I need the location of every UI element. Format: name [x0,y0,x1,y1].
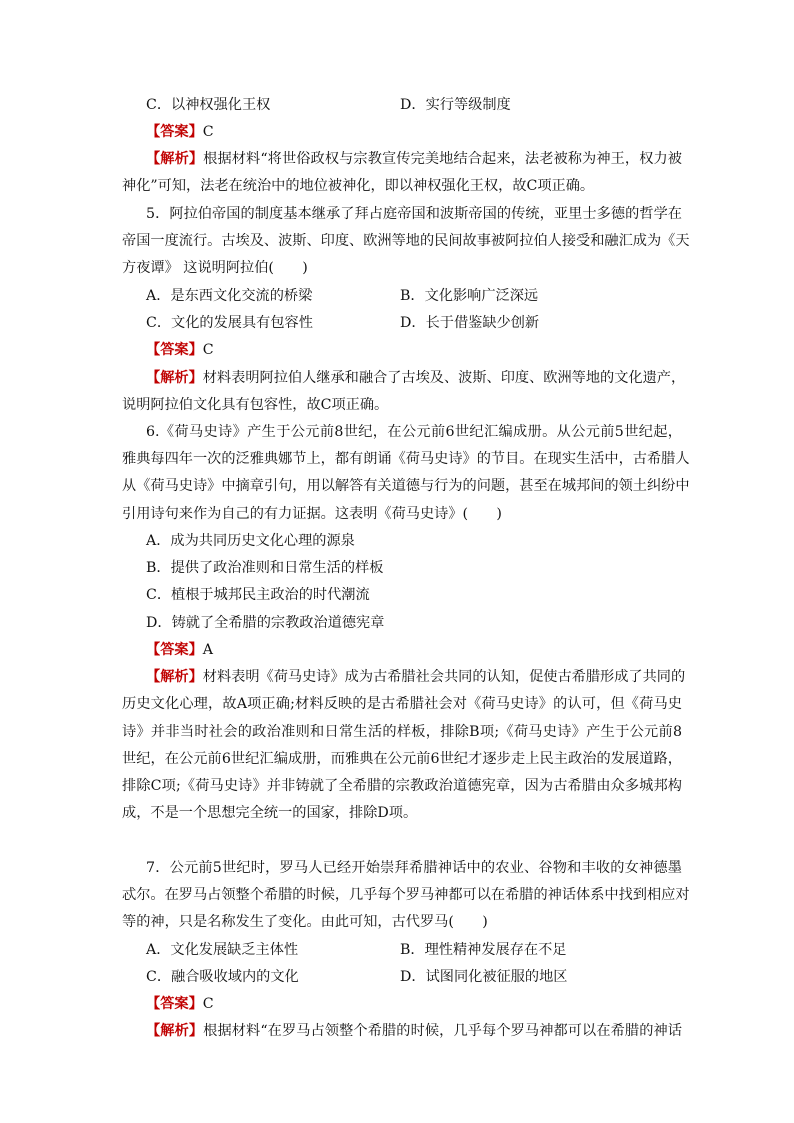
option-c: C．以神权强化王权 [146,97,271,113]
q6-analysis-line-2: 历史文化心理，故A项正确;材料反映的是古希腊社会对《荷马史诗》的认可，但《荷马史 [122,696,682,712]
q5-stem-line-3: 方夜谭》 这说明阿拉伯( ) [122,260,308,276]
q7-option-c: C．融合吸收域内的文化 [146,969,299,985]
q6-stem-line-2: 雅典每四年一次的泛雅典娜节上，都有朗诵《荷马史诗》的节目。在现实生活中，古希腊人 [122,451,690,467]
q6-analysis-line-5: 排除C项;《荷马史诗》并非铸就了全希腊的宗教政治道德宪章，因为古希腊由众多城邦构 [122,778,682,794]
prev-question-options [146,95,706,115]
q5-option-d: D．长于借鉴缺少创新 [400,315,540,331]
q7-option-d: D．试图同化被征服的地区 [400,969,568,985]
answer-label: 【答案】 [146,124,203,140]
q5-option-c: C．文化的发展具有包容性 [146,315,313,331]
analysis-label: 【解析】 [146,669,203,685]
prev-analysis-line-1: 【解析】根据材料“将世俗政权与宗教宣传完美地结合起来，法老被称为神王，权力被 [146,151,682,167]
answer-label: 【答案】 [146,996,203,1012]
prev-analysis-line-2: 神化”可知，法老在统治中的地位被神化，即以神权强化王权，故C项正确。 [122,178,595,194]
answer-value: C [202,996,214,1012]
q6-analysis-line-1: 【解析】材料表明《荷马史诗》成为古希腊社会共同的认知，促使古希腊形成了共同的 [146,669,686,685]
q6-option-c: C．植根于城邦民主政治的时代潮流 [146,587,370,603]
q5-analysis-line-2: 说明阿拉伯文化具有包容性，故C项正确。 [122,397,389,413]
q5-option-b: B．文化影响广泛深远 [400,288,539,304]
answer-label: 【答案】 [146,342,203,358]
analysis-label: 【解析】 [146,370,203,386]
analysis-label: 【解析】 [146,151,204,167]
q5-stem-line-2: 帝国一度流行。古埃及、波斯、印度、欧洲等地的民间故事被阿拉伯人接受和融汇成为《天 [122,233,690,249]
q6-stem-line-1: 6.《荷马史诗》产生于公元前8世纪，在公元前6世纪汇编成册。从公元前5世纪起， [146,424,682,440]
q5-answer [146,340,706,360]
q5-options-row-1 [146,286,706,306]
q5-options-row-2 [146,313,706,333]
answer-label: 【答案】 [146,642,203,658]
q7-stem-line-2: 忒尔。在罗马占领整个希腊的时候，几乎每个罗马神都可以在希腊的神话体系中找到相应对 [122,887,690,903]
answer-value: A [202,642,214,658]
q5-option-a: A．是东西文化交流的桥梁 [146,288,313,304]
answer-value: C [202,124,214,140]
prev-answer [146,122,706,142]
q5-analysis-line-1: 【解析】材料表明阿拉伯人继承和融合了古埃及、波斯、印度、欧洲等地的文化遗产， [146,370,686,386]
q7-options-row-1 [146,940,706,960]
q7-answer [146,994,706,1014]
q7-stem-line-1: 7．公元前5世纪时，罗马人已经开始崇拜希腊神话中的农业、谷物和丰收的女神德墨 [146,860,682,876]
q7-option-a: A．文化发展缺乏主体性 [146,942,299,958]
q7-options-row-2 [146,967,706,987]
q7-analysis-line-1: 【解析】根据材料“在罗马占领整个希腊的时候，几乎每个罗马神都可以在希腊的神话 [146,1023,682,1039]
option-d: D．实行等级制度 [400,97,511,113]
q7-stem-line-3: 等的神，只是名称发生了变化。由此可知，古代罗马( ) [122,914,488,930]
q6-analysis-line-4: 世纪，在公元前6世纪汇编成册，而雅典在公元前6世纪才逐步走上民主政治的发展道路， [122,751,682,767]
q5-stem-line-1: 5．阿拉伯帝国的制度基本继承了拜占庭帝国和波斯帝国的传统，亚里士多德的哲学在 [146,206,682,222]
q6-option-a: A．成为共同历史文化心理的源泉 [146,533,355,549]
q6-option-b: B．提供了政治准则和日常生活的样板 [146,560,384,576]
q6-analysis-line-6: 成，不是一个思想完全统一的国家，排除D项。 [122,805,418,821]
q6-stem-line-3: 从《荷马史诗》中摘章引句，用以解答有关道德与行为的问题，甚至在城邦间的领土纠纷中 [122,478,690,494]
answer-value: C [202,342,214,358]
q6-option-d: D．铸就了全希腊的宗教政治道德宪章 [146,615,385,631]
analysis-label: 【解析】 [146,1023,204,1039]
q7-option-b: B．理性精神发展存在不足 [400,942,567,958]
q6-answer [146,640,706,660]
q6-analysis-line-3: 诗》并非当时社会的政治准则和日常生活的样板，排除B项;《荷马史诗》产生于公元前8 [122,724,682,740]
q6-stem-line-4: 引用诗句来作为自己的有力证据。这表明《荷马史诗》( ) [122,506,502,522]
